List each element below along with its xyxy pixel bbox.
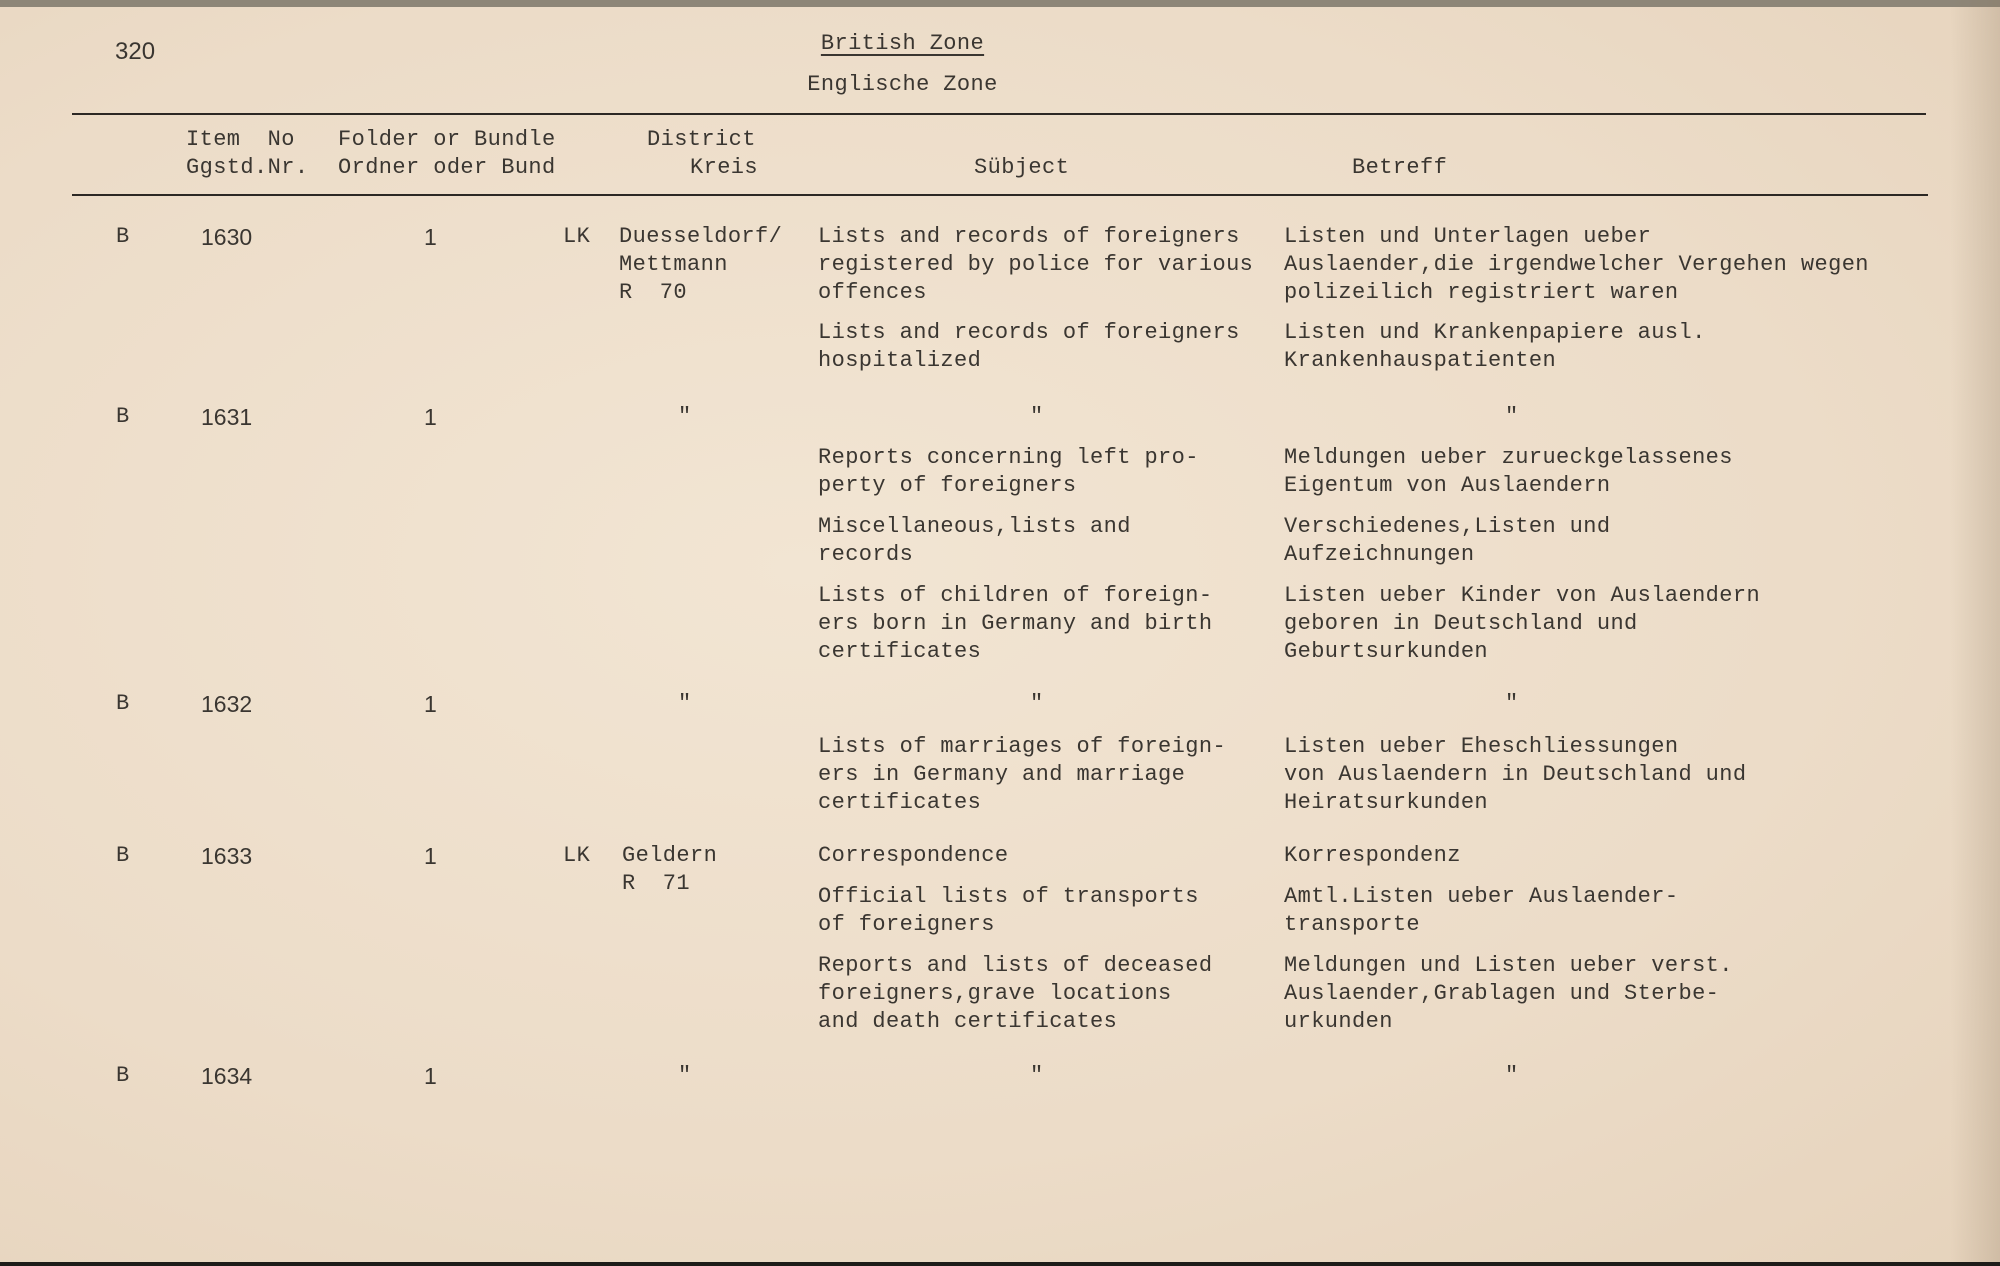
header-top-rule: [72, 113, 1926, 115]
row-1631-betreff-3: Listen ueber Kinder von Auslaendern geboren in Deutschland und Geburtsurkunden: [1284, 583, 1761, 664]
row-1633-letter: B: [116, 843, 130, 868]
row-1633-folder: 1: [424, 843, 437, 869]
row-1633-betreff-1: Korrespondenz: [1284, 843, 1461, 868]
header-subject: Sübject: [974, 155, 1070, 180]
header-folder-de: Ordner oder Bund: [338, 155, 556, 180]
row-1634-letter: B: [116, 1063, 130, 1088]
page-title: British Zone: [820, 31, 985, 56]
header-bottom-rule: [72, 194, 1928, 196]
row-1634-betreff-ditto: ": [1505, 1063, 1519, 1088]
row-1631-subject-ditto: ": [1030, 404, 1044, 429]
row-1631-letter: B: [116, 404, 130, 429]
header-betreff: Betreff: [1352, 155, 1448, 180]
row-1633-subject-3: Reports and lists of deceased foreigners,grave locations and death certificates: [818, 953, 1213, 1034]
row-1630-folder: 1: [424, 224, 437, 250]
row-1630-betreff-1: Listen und Unterlagen ueber Auslaender,die irgendwelcher Vergehen wegen polizeilich registriert waren: [1284, 224, 1869, 305]
row-1630-item: 1630: [201, 224, 253, 250]
row-1631-folder: 1: [424, 404, 437, 430]
row-1631-subject-2: Miscellaneous,lists and records: [818, 514, 1131, 567]
row-1634-district-ditto: ": [678, 1063, 692, 1088]
row-1631-betreff-2: Verschiedenes,Listen und Aufzeichnungen: [1284, 514, 1611, 567]
row-1633-subject-1: Correspondence: [818, 843, 1009, 868]
row-1633-betreff-3: Meldungen und Listen ueber verst. Auslaender,Grablagen und Sterbe- urkunden: [1284, 953, 1733, 1034]
row-1630-lk: LK: [563, 224, 591, 249]
page-subtitle: Englische Zone: [807, 72, 998, 97]
row-1633-district: Geldern R 71: [622, 843, 718, 896]
row-1632-item: 1632: [201, 691, 253, 717]
row-1633-betreff-2: Amtl.Listen ueber Auslaender- transporte: [1284, 884, 1679, 937]
row-1631-subject-3: Lists of children of foreign- ers born in Germany and birth certificates: [818, 583, 1213, 664]
row-1633-lk: LK: [563, 843, 591, 868]
row-1632-betreff-ditto: ": [1505, 691, 1519, 716]
row-1634-folder: 1: [424, 1063, 437, 1089]
row-1634-subject-ditto: ": [1030, 1063, 1044, 1088]
row-1632-betreff-1: Listen ueber Eheschliessungen von Auslaendern in Deutschland und Heiratsurkunden: [1284, 734, 1747, 815]
row-1630-letter: B: [116, 224, 130, 249]
row-1634-item: 1634: [201, 1063, 253, 1089]
header-item-de: Ggstd.Nr.: [186, 155, 309, 180]
row-1630-betreff-2: Listen und Krankenpapiere ausl. Krankenhauspatienten: [1284, 320, 1706, 373]
row-1630-district: Duesseldorf/ Mettmann R 70: [619, 224, 783, 305]
row-1632-district-ditto: ": [678, 691, 692, 716]
row-1631-betreff-ditto: ": [1505, 404, 1519, 429]
page-edge-shadow: [1950, 0, 2000, 1262]
row-1631-subject-1: Reports concerning left pro- perty of foreigners: [818, 445, 1199, 498]
header-folder-en: Folder or Bundle: [338, 127, 556, 152]
row-1630-subject-2: Lists and records of foreigners hospitalized: [818, 320, 1240, 373]
scan-bottom-edge: [0, 1262, 2000, 1266]
scan-top-edge: [0, 0, 2000, 7]
row-1632-subject-ditto: ": [1030, 691, 1044, 716]
row-1632-folder: 1: [424, 691, 437, 717]
page-number: 320: [115, 38, 156, 65]
row-1631-betreff-1: Meldungen ueber zurueckgelassenes Eigentum von Auslaendern: [1284, 445, 1733, 498]
row-1631-district-ditto: ": [678, 404, 692, 429]
row-1633-subject-2: Official lists of transports of foreigners: [818, 884, 1199, 937]
header-item-en: Item No: [186, 127, 295, 152]
row-1632-letter: B: [116, 691, 130, 716]
header-district-en: District: [647, 127, 756, 152]
row-1632-subject-1: Lists of marriages of foreign- ers in Germany and marriage certificates: [818, 734, 1227, 815]
row-1633-item: 1633: [201, 843, 253, 869]
row-1631-item: 1631: [201, 404, 253, 430]
header-district-de: Kreis: [690, 155, 759, 180]
row-1630-subject-1: Lists and records of foreigners registered by police for various offences: [818, 224, 1254, 305]
